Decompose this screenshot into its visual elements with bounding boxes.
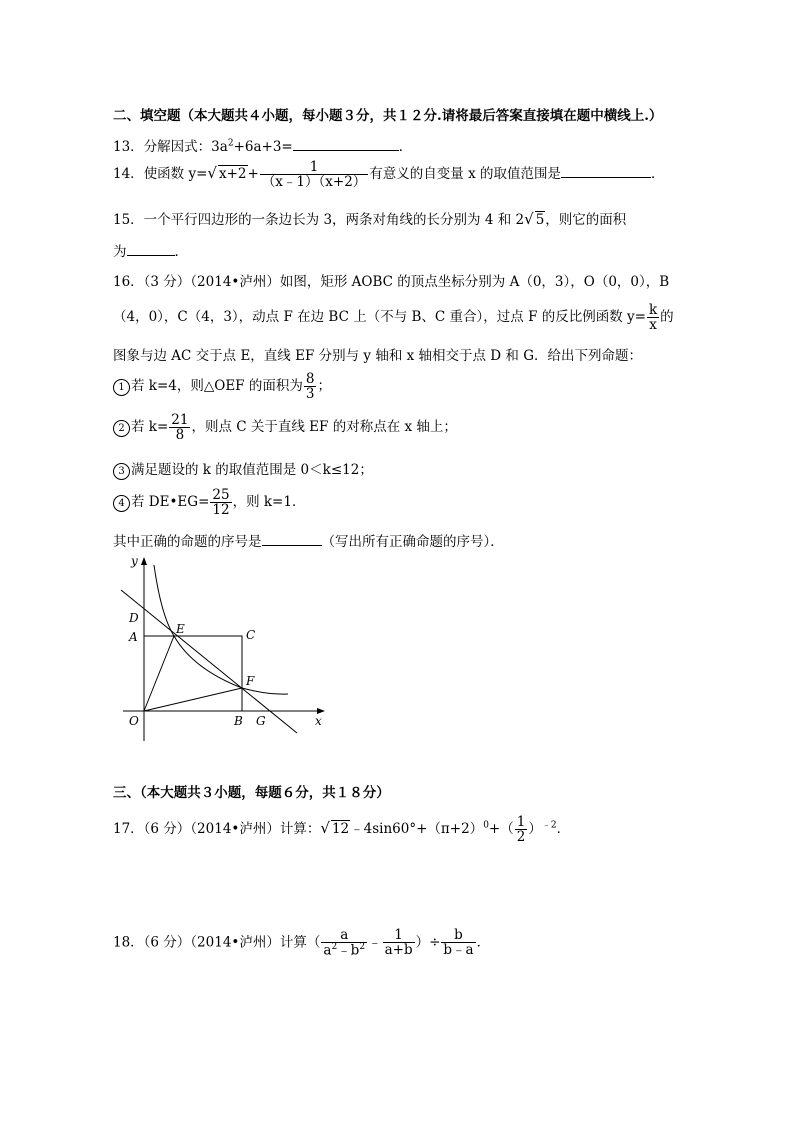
answer-blank-14[interactable] <box>561 163 651 178</box>
question-18: 18．（6 分）（2014•泸州）计算（ $\frac{a}{a^2﹣b^2}$ ﹣ $\frac{1}{a+b}$ ）÷ $\frac{b}{b﹣a}$ ． <box>113 927 491 959</box>
question-16-answer: 其中正确的命题的序号是 （写出所有正确命题的序号）． <box>113 530 504 550</box>
question-15-line1: 15．一个平行四边形的一条边长为 3，两条对角线的长分别为 4 和 2√ 5，则它的面积 <box>113 210 627 228</box>
section3-heading: 三、（本大题共３小题，每题６分，共１８分） <box>113 785 390 801</box>
label-x: x <box>315 714 322 728</box>
question-16-line1: 16．（3 分）（2014•泸州）如图，矩形 AOBC 的顶点坐标分别为 A（0，3），O（0，0），B <box>113 274 670 290</box>
segment-oe <box>144 636 174 711</box>
hyperbola-curve <box>154 565 288 694</box>
label-a: A <box>129 630 138 644</box>
label-g: G <box>256 714 266 728</box>
question-16-option1: 1 若 k=4，则△OEF 的面积为 $\frac{8}{3}$ ； <box>113 372 331 401</box>
line-ef <box>121 590 297 733</box>
label-b: B <box>234 714 243 728</box>
question-13: 13．分解因式：$3a^2+6a+3=$ ． <box>113 135 412 155</box>
question-14: 14．使函数 y=√ x+2+ $\frac{1}{(x﹣1)(x+2)}$ 有意义的自变量 x 的取值范围是 ． <box>113 159 665 191</box>
label-o: O <box>129 714 139 728</box>
label-f: F <box>246 674 255 688</box>
answer-blank-13[interactable] <box>293 136 399 151</box>
answer-blank-15[interactable] <box>127 241 175 256</box>
y-axis-arrow <box>141 557 147 565</box>
question-16-option3: 3 满足题设的 k 的取值范围是 0＜k≤12； <box>113 458 373 480</box>
geometry-figure <box>113 555 333 745</box>
label-c: C <box>246 628 256 642</box>
section2-heading: 二、填空题（本大题共４小题，每小题３分，共１２分.请将最后答案直接填在题中横线上.） <box>113 108 663 124</box>
question-16-line2: （4，0），C（4，3），动点 F 在边 BC 上（不与 B、C 重合），过点 F 的反比例函数 y= $\frac{k}{x}$ 的 <box>113 302 674 334</box>
label-d: D <box>129 611 139 625</box>
label-e: E <box>176 622 185 636</box>
answer-blank-16[interactable] <box>262 531 322 546</box>
question-17: 17．（6 分）（2014•泸州）计算：√ $12﹣4\sin 60^\circ+(\pi+2)^0+$（ $\frac{1}{2}$ ）$^{﹣2}$． <box>113 814 571 846</box>
question-16-option2: 2 若 k= $\frac{21}{8}$ ，则点 C 关于直线 EF 的对称点在 x 轴上； <box>113 413 457 442</box>
question-15-line2: 为 ． <box>113 240 188 260</box>
question-16-line3: 图象与边 AC 交于点 E，直线 EF 分别与 y 轴和 x 轴相交于点 D 和 G．给出下列命题： <box>113 348 642 364</box>
question-16-option4: 4 若 DE•EG= $\frac{25}{12}$ ，则 k=1． <box>113 488 305 517</box>
label-y: y <box>131 555 138 568</box>
segment-of <box>144 688 242 711</box>
